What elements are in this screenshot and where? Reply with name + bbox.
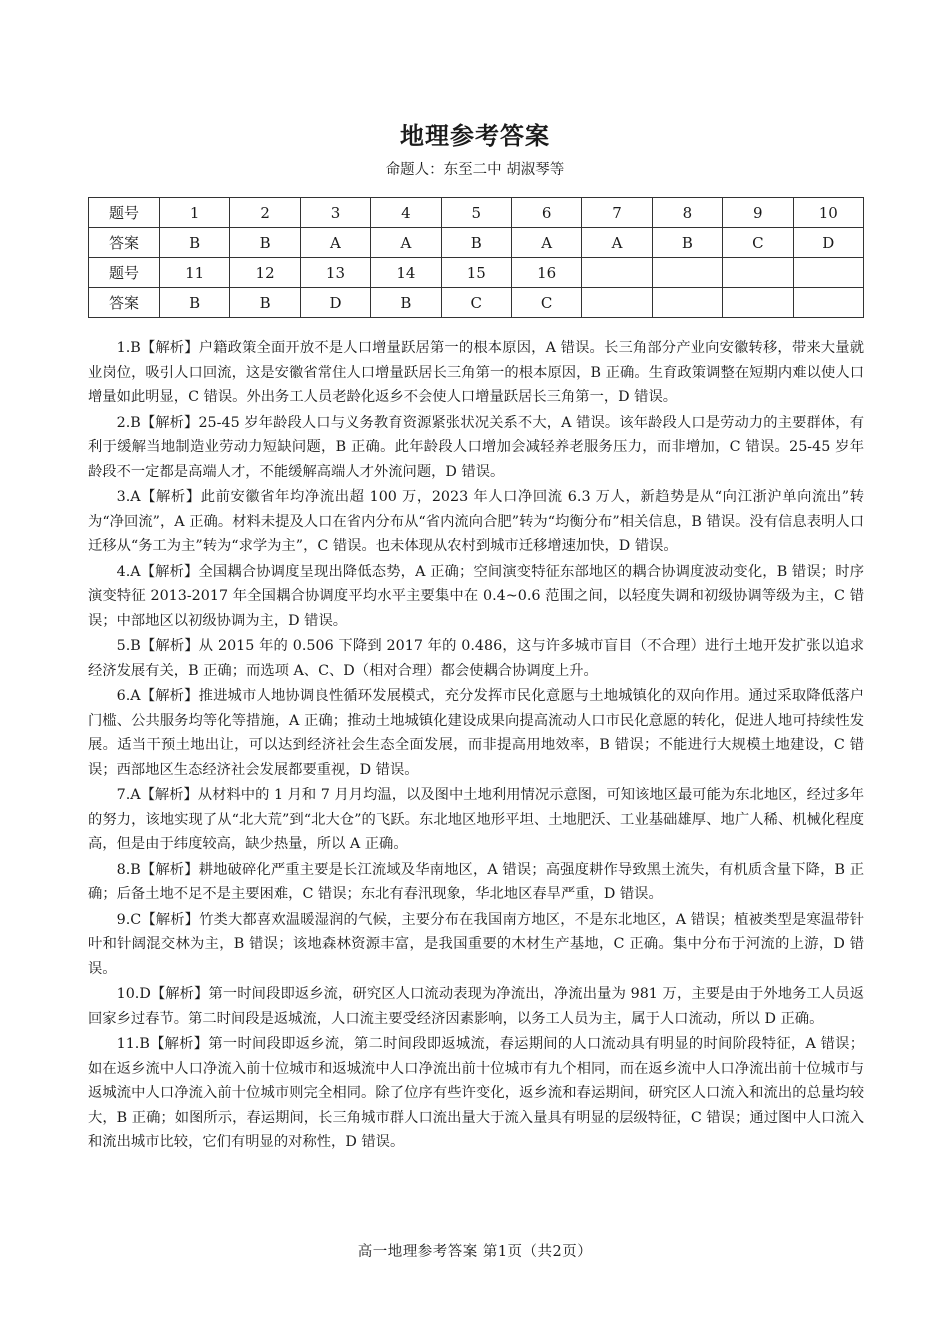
explanation-paragraph: 9.C【解析】竹类大都喜欢温暖湿润的气候，主要分布在我国南方地区，不是东北地区，A 错误；植被类型是寒温带针叶和针阔混交林为主，B 错误；该地森林资源丰富，是我国重要的木材生产基地，C 正确。集中分布于河流的上游，D 错误。 xyxy=(88,911,864,977)
table-row xyxy=(89,198,864,228)
table-cell: 4 xyxy=(371,198,441,228)
table-cell: D xyxy=(300,288,370,318)
table-cell: A xyxy=(582,228,652,258)
explanation-paragraph: 4.A【解析】全国耦合协调度呈现出降低态势，A 正确；空间演变特征东部地区的耦合协调度波动变化，B 错误；时序演变特征 2013-2017 年全国耦合协调度平均水平主要集中在 0.4~0.6 范围之间，以轻度失调和初级协调等级为主，C 错误；中部地区以初级协调为主，D 错误。 xyxy=(88,563,864,629)
table-cell: B xyxy=(160,228,230,258)
table-cell xyxy=(723,258,793,288)
explanation-paragraph: 5.B【解析】从 2015 年的 0.506 下降到 2017 年的 0.486，这与许多城市盲目（不合理）进行土地开发扩张以追求经济发展有关，B 正确；而选项 A、C、D（相对合理）都会使耦合协调度上升。 xyxy=(88,638,864,679)
table-cell: 5 xyxy=(441,198,511,228)
table-row xyxy=(89,288,864,318)
explanation-paragraph: 2.B【解析】25-45 岁年龄段人口与义务教育资源紧张状况关系不大，A 错误。该年龄段人口是劳动力的主要群体，有利于缓解当地制造业劳动力短缺问题，B 正确。此年龄段人口增加会减轻养老服务压力，而非增加，C 错误。25-45 岁年龄段不一定都是高端人才，不能缓解高端人才外流问题，D 错误。 xyxy=(88,414,864,480)
table-row xyxy=(89,228,864,258)
row-header: 答案 xyxy=(89,228,160,258)
table-cell: C xyxy=(511,288,581,318)
explanation-paragraph: 3.A【解析】此前安徽省年均净流出超 100 万，2023 年人口净回流 6.3 万人，新趋势是从“向江浙沪单向流出”转为“净回流”，A 正确。材料未提及人口在省内分布从“省内流向合肥”转为“均衡分布”相关信息，B 错误。没有信息表明人口迁移从“务工为主”转为“求学为主”，C 错误。也未体现从农村到城市迁移增速加快，D 错误。 xyxy=(88,489,864,554)
table-cell: 2 xyxy=(230,198,300,228)
table-cell: B xyxy=(160,288,230,318)
page-footer: 高一地理参考答案 第1页（共2页） xyxy=(357,1244,593,1260)
table-cell: 1 xyxy=(160,198,230,228)
table-row xyxy=(89,258,864,288)
table-cell: 9 xyxy=(723,198,793,228)
table-cell: 3 xyxy=(300,198,370,228)
answer-table xyxy=(88,197,864,318)
table-cell xyxy=(652,288,722,318)
explanation-paragraph: 11.B【解析】第一时间段即返乡流，第二时间段即返城流，春运期间的人口流动具有明显的时间阶段特征，A 错误；如在返乡流中人口净流入前十位城市和返城流中人口净流出前十位城市有九个相同，而在返乡流中人口净流出前十位城市与返城流中人口净流入前十位城市则完全相同。除了位序有些许变化，返乡流和春运期间，研究区人口流入和流出的总量均较大，B 正确；如图所示，春运期间，长三角城市群人口流出量大于流入量具有明显的层级特征，C 错误；通过图中人口流入和流出城市比较，它们有明显的对称性，D 错误。 xyxy=(88,1036,864,1150)
table-cell: 6 xyxy=(511,198,581,228)
explanations xyxy=(88,336,864,1156)
table-cell: C xyxy=(441,288,511,318)
row-header: 题号 xyxy=(89,198,160,228)
explanation-paragraph: 8.B【解析】耕地破碎化严重主要是长江流域及华南地区，A 错误；高强度耕作导致黑土流失，有机质含量下降，B 正确；后备土地不足不是主要困难，C 错误；东北有春汛现象，华北地区春旱严重，D 错误。 xyxy=(88,861,864,902)
explanation-paragraph: 10.D【解析】第一时间段即返乡流，研究区人口流动表现为净流出，净流出量为 981 万，主要是由于外地务工人员返回家乡过春节。第二时间段是返城流，人口流主要受经济因素影响，以务工人员为主，属于人口流动，所以 D 正确。 xyxy=(88,986,864,1027)
table-cell: 16 xyxy=(511,258,581,288)
table-cell xyxy=(723,288,793,318)
table-cell: A xyxy=(371,228,441,258)
explanation-paragraph: 7.A【解析】从材料中的 1 月和 7 月月均温，以及图中土地利用情况示意图，可知该地区最可能为东北地区，经过多年的努力，该地实现了从“北大荒”到“北大仓”的飞跃。东北地区地形平坦、土地肥沃、工业基础雄厚、地广人稀、机械化程度高，但是由于纬度较高，缺少热量，所以 A 正确。 xyxy=(88,787,864,852)
table-cell: 12 xyxy=(230,258,300,288)
table-cell xyxy=(582,288,652,318)
table-cell: 14 xyxy=(371,258,441,288)
author-line: 命题人：东至二中 胡淑琴等 xyxy=(385,162,565,178)
table-cell: B xyxy=(230,288,300,318)
table-cell: 7 xyxy=(582,198,652,228)
table-cell xyxy=(582,258,652,288)
table-cell: C xyxy=(723,228,793,258)
table-cell: B xyxy=(652,228,722,258)
table-cell: 11 xyxy=(160,258,230,288)
table-cell: 8 xyxy=(652,198,722,228)
page-title: 地理参考答案 xyxy=(400,121,550,150)
table-cell xyxy=(793,258,863,288)
table-cell: 15 xyxy=(441,258,511,288)
table-cell xyxy=(652,258,722,288)
table-cell: B xyxy=(441,228,511,258)
table-cell: D xyxy=(793,228,863,258)
table-cell: A xyxy=(300,228,370,258)
row-header: 答案 xyxy=(89,288,160,318)
table-cell: B xyxy=(371,288,441,318)
table-cell xyxy=(793,288,863,318)
row-header: 题号 xyxy=(89,258,160,288)
table-cell: 13 xyxy=(300,258,370,288)
table-cell: 10 xyxy=(793,198,863,228)
table-cell: B xyxy=(230,228,300,258)
explanation-paragraph: 1.B【解析】户籍政策全面开放不是人口增量跃居第一的根本原因，A 错误。长三角部分产业向安徽转移，带来大量就业岗位，吸引人口回流，这是安徽省常住人口增量跃居长三角第一的根本原因，B 正确。生育政策调整在短期内难以使人口增量如此明显，C 错误。外出务工人员老龄化返乡不会使人口增量跃居长三角第一，D 错误。 xyxy=(88,340,864,405)
table-cell: A xyxy=(511,228,581,258)
explanation-paragraph: 6.A【解析】推进城市人地协调良性循环发展模式，充分发挥市民化意愿与土地城镇化的双向作用。通过采取降低落户门槛、公共服务均等化等措施，A 正确；推动土地城镇化建设成果向提高流动人口市民化意愿的转化，促进人地可持续性发展。适当干预土地出让，可以达到经济社会生态全面发展，而非提高用地效率，B 错误；不能进行大规模土地建设，C 错误；西部地区生态经济社会发展都要重视，D 错误。 xyxy=(88,688,864,778)
